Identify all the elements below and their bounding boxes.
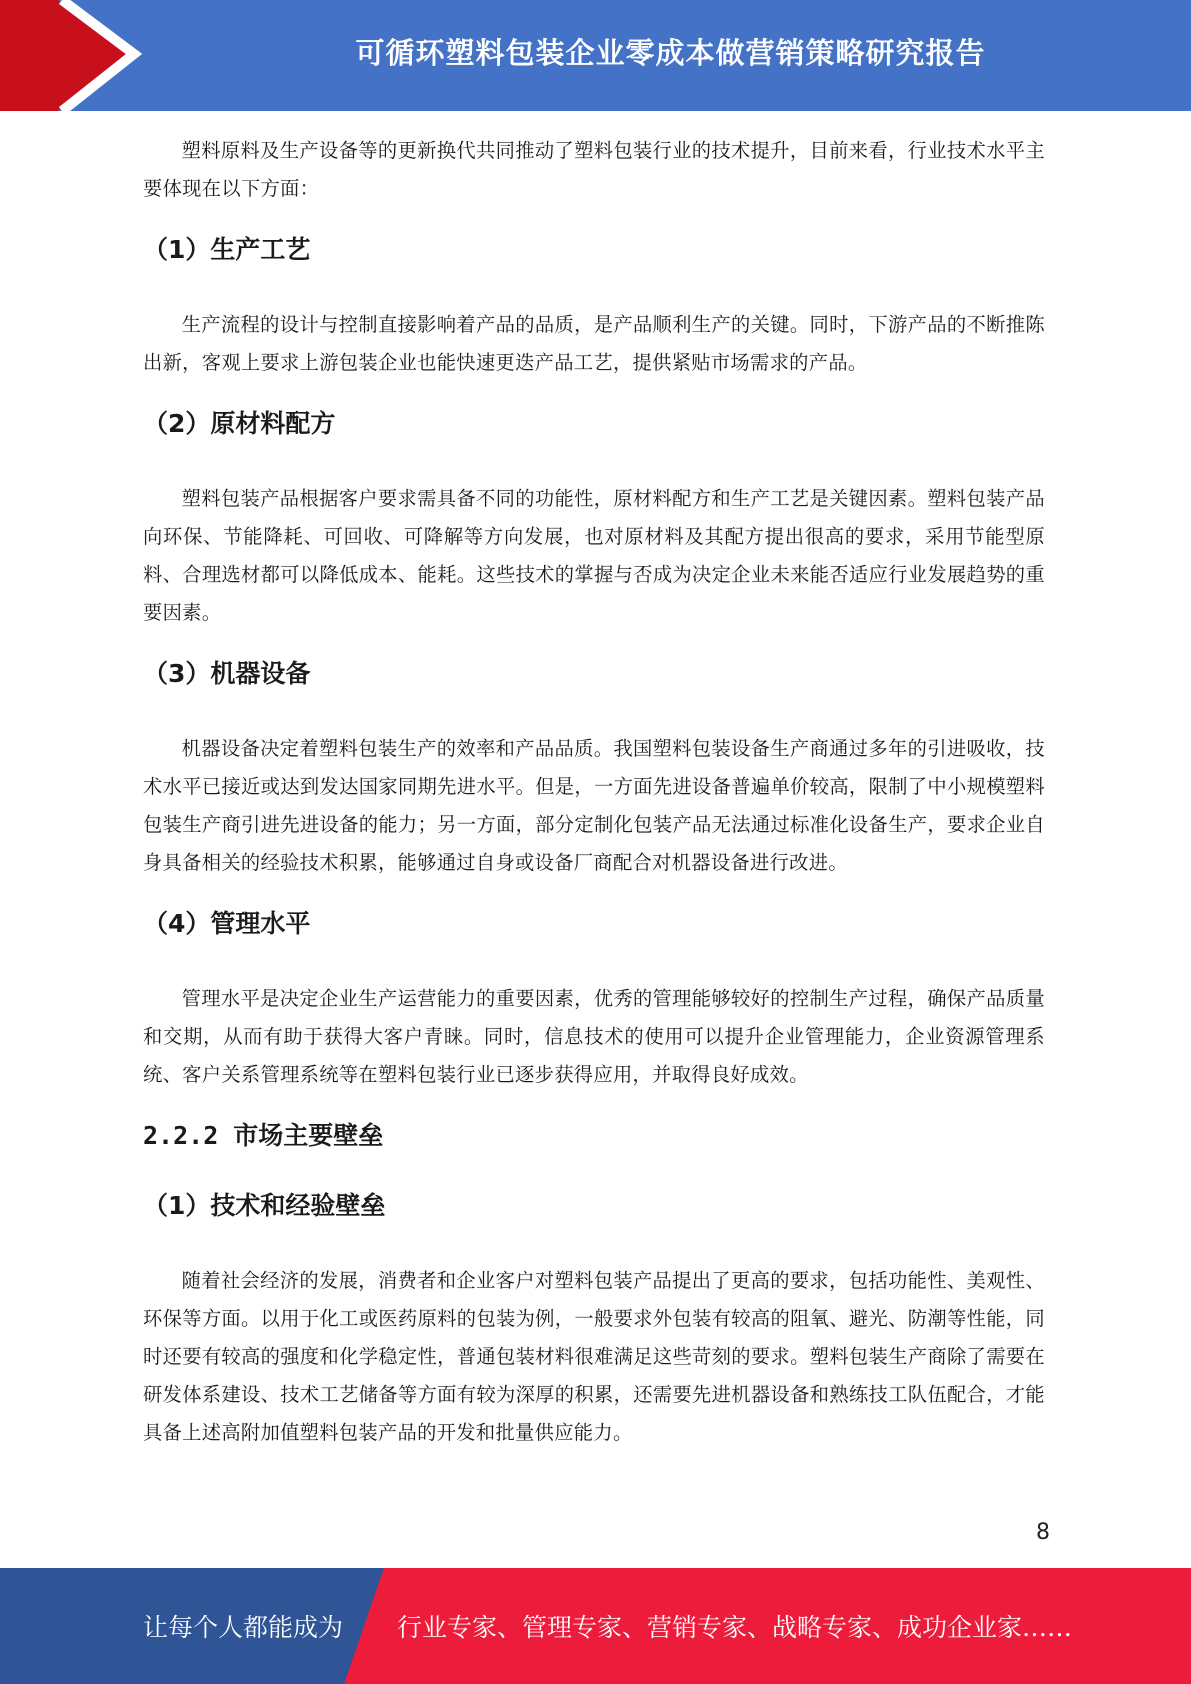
page-footer xyxy=(0,1568,1191,1684)
paragraph-production-process: 生产流程的设计与控制直接影响着产品的品质，是产品顺利生产的关键。同时，下游产品的不断推陈出新，客观上要求上游包装企业也能快速更迭产品工艺，提供紧贴市场需求的产品。 xyxy=(143,313,1045,374)
heading-production-process: （1）生产工艺 xyxy=(143,235,311,264)
footer-slogan-right: 行业专家、管理专家、营销专家、战略专家、成功企业家…… xyxy=(397,1613,1073,1642)
report-title: 可循环塑料包装企业零成本做营销策略研究报告 xyxy=(355,36,986,70)
heading-material-formula: （2）原材料配方 xyxy=(143,409,336,438)
footer-slogan-left: 让每个人都能成为 xyxy=(143,1613,344,1642)
section-heading-market-barriers: 2.2.2 市场主要壁垒 xyxy=(143,1121,384,1150)
page-content xyxy=(143,132,1045,1452)
paragraph-material-formula: 塑料包装产品根据客户要求需具备不同的功能性，原材料配方和生产工艺是关键因素。塑料包装产品向环保、节能降耗、可回收、可降解等方向发展，也对原材料及其配方提出很高的要求，采用节能型原料、合理选材都可以降低成本、能耗。这些技术的掌握与否成为决定企业未来能否适应行业发展趋势的重要因素。 xyxy=(143,487,1045,624)
heading-tech-experience-barrier: （1）技术和经验壁垒 xyxy=(143,1191,386,1220)
page-number: 8 xyxy=(1036,1520,1050,1545)
page-header xyxy=(0,0,1191,111)
heading-machine-equipment: （3）机器设备 xyxy=(143,659,311,688)
paragraph-management-level: 管理水平是决定企业生产运营能力的重要因素，优秀的管理能够较好的控制生产过程，确保产品质量和交期，从而有助于获得大客户青睐。同时，信息技术的使用可以提升企业管理能力，企业资源管理系统、客户关系管理系统等在塑料包装行业已逐步获得应用，并取得良好成效。 xyxy=(143,987,1045,1086)
paragraph-tech-experience-barrier: 随着社会经济的发展，消费者和企业客户对塑料包装产品提出了更高的要求，包括功能性、美观性、环保等方面。以用于化工或医药原料的包装为例，一般要求外包装有较高的阻氧、避光、防潮等性能，同时还要有较高的强度和化学稳定性，普通包装材料很难满足这些苛刻的要求。塑料包装生产商除了需要在研发体系建设、技术工艺储备等方面有较为深厚的积累，还需要先进机器设备和熟练技工队伍配合，才能具备上述高附加值塑料包装产品的开发和批量供应能力。 xyxy=(143,1269,1045,1444)
paragraph-machine-equipment: 机器设备决定着塑料包装生产的效率和产品品质。我国塑料包装设备生产商通过多年的引进吸收，技术水平已接近或达到发达国家同期先进水平。但是，一方面先进设备普遍单价较高，限制了中小规模塑料包装生产商引进先进设备的能力；另一方面，部分定制化包装产品无法通过标准化设备生产，要求企业自身具备相关的经验技术积累，能够通过自身或设备厂商配合对机器设备进行改进。 xyxy=(143,737,1045,874)
heading-management-level: （4）管理水平 xyxy=(143,909,311,938)
intro-paragraph: 塑料原料及生产设备等的更新换代共同推动了塑料包装行业的技术提升，目前来看，行业技术水平主要体现在以下方面： xyxy=(143,139,1045,200)
